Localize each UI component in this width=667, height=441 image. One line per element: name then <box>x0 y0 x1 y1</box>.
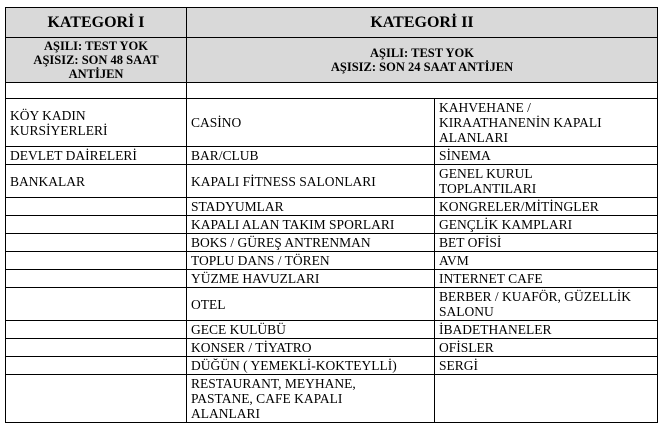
category-1-title: KATEGORİ I <box>6 8 187 38</box>
table-cell-kategori-2-left: STADYUMLAR <box>187 198 435 216</box>
table-cell-kategori-2-right: OFİSLER <box>435 339 658 357</box>
table-cell-kategori-2-right: BET OFİSİ <box>435 234 658 252</box>
table-row <box>6 339 658 357</box>
table-cell-kategori-2-left: KAPALI FİTNESS SALONLARI <box>187 165 435 198</box>
table-row <box>6 288 658 321</box>
spacer-cell <box>6 83 187 99</box>
table-cell-kategori-2-left: KAPALI ALAN TAKIM SPORLARI <box>187 216 435 234</box>
table-cell-kategori-2-left: TOPLU DANS / TÖREN <box>187 252 435 270</box>
category-2-rule-unvaccinated: AŞISIZ: SON 24 SAAT ANTİJEN <box>330 60 514 74</box>
header-row <box>6 8 658 38</box>
table-cell-kategori-2-right: KONGRELER/MİTİNGLER <box>435 198 658 216</box>
table-row <box>6 234 658 252</box>
table-cell-kategori-2-left: YÜZME HAVUZLARI <box>187 270 435 288</box>
spacer-row <box>6 83 658 99</box>
category-1-rules <box>6 38 187 83</box>
table-row <box>6 198 658 216</box>
table-cell-kategori-2-right: AVM <box>435 252 658 270</box>
table-cell-kategori-1 <box>6 216 187 234</box>
table-cell-kategori-1 <box>6 252 187 270</box>
table-row <box>6 147 658 165</box>
category-2-rule-vaccinated: AŞILI: TEST YOK <box>370 46 474 60</box>
table-row <box>6 252 658 270</box>
table-cell-kategori-1 <box>6 198 187 216</box>
category-2-rules <box>187 38 658 83</box>
table-cell-kategori-1 <box>6 234 187 252</box>
category-1-rule-unvaccinated: AŞISIZ: SON 48 SAAT <box>33 53 159 67</box>
table-row <box>6 165 658 198</box>
category-1-rule-antigen: ANTİJEN <box>68 67 124 81</box>
table-cell-kategori-2-left: RESTAURANT, MEYHANE, PASTANE, CAFE KAPALI ALANLARI <box>187 375 435 423</box>
table-cell-kategori-1: DEVLET DAİRELERİ <box>6 147 187 165</box>
table-cell-kategori-2-right: KAHVEHANE / KIRAATHANENİN KAPALI ALANLARI <box>435 99 658 147</box>
subheader-row <box>6 38 658 83</box>
table-cell-kategori-2-right: GENEL KURUL TOPLANTILARI <box>435 165 658 198</box>
table-cell-kategori-1: KÖY KADIN KURSİYERLERİ <box>6 99 187 147</box>
table-row <box>6 357 658 375</box>
table-cell-kategori-2-left: KONSER / TİYATRO <box>187 339 435 357</box>
table-row <box>6 375 658 423</box>
table-cell-kategori-2-left: BOKS / GÜREŞ ANTRENMAN <box>187 234 435 252</box>
table-cell-kategori-2-right: SERGİ <box>435 357 658 375</box>
table-cell-kategori-1 <box>6 288 187 321</box>
table-cell-kategori-2-left: BAR/CLUB <box>187 147 435 165</box>
table-cell-kategori-1 <box>6 357 187 375</box>
table-cell-kategori-1 <box>6 375 187 423</box>
category-table <box>5 7 658 423</box>
table-cell-kategori-1: BANKALAR <box>6 165 187 198</box>
category-2-title: KATEGORİ II <box>187 8 658 38</box>
table-row <box>6 99 658 147</box>
table-cell-kategori-1 <box>6 321 187 339</box>
table-cell-kategori-2-left: OTEL <box>187 288 435 321</box>
table-cell-kategori-2-right: BERBER / KUAFÖR, GÜZELLİK SALONU <box>435 288 658 321</box>
table-cell-kategori-2-right <box>435 375 658 423</box>
table-cell-kategori-2-right: İBADETHANELER <box>435 321 658 339</box>
table-row <box>6 270 658 288</box>
table-row <box>6 321 658 339</box>
table-cell-kategori-2-left: CASİNO <box>187 99 435 147</box>
table-cell-kategori-2-right: INTERNET CAFE <box>435 270 658 288</box>
table-cell-kategori-2-right: SİNEMA <box>435 147 658 165</box>
table-cell-kategori-1 <box>6 339 187 357</box>
table-cell-kategori-2-left: DÜĞÜN ( YEMEKLİ-KOKTEYLLİ) <box>187 357 435 375</box>
table-row <box>6 216 658 234</box>
table-cell-kategori-2-right: GENÇLİK KAMPLARI <box>435 216 658 234</box>
table-cell-kategori-2-left: GECE KULÜBÜ <box>187 321 435 339</box>
category-1-rule-vaccinated: AŞILI: TEST YOK <box>44 39 148 53</box>
spacer-cell <box>187 83 658 99</box>
table-cell-kategori-1 <box>6 270 187 288</box>
